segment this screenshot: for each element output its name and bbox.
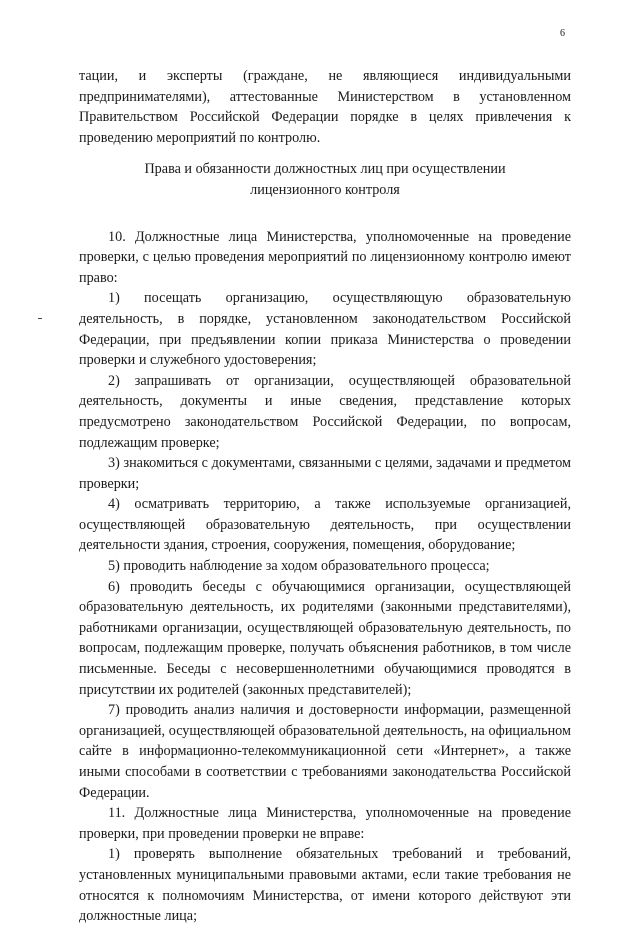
document-body bbox=[79, 66, 571, 927]
intro-paragraph: тации, и эксперты (граждане, не являющиеся индивидуальными предпринимателями), аттестованные Министерством в установленном Правительством Российской Федерации порядке в целях привлечения к проведению мероприятий по контролю. bbox=[79, 68, 571, 146]
clause-10-item-3: 3) знакомиться с документами, связанными с целями, задачами и предметом проверки; bbox=[79, 455, 571, 492]
section-heading-line-2: лицензионного контроля bbox=[250, 181, 400, 198]
section-heading bbox=[79, 159, 571, 200]
scan-mark bbox=[38, 318, 42, 319]
clause-10-item-2: 2) запрашивать от организации, осуществляющей образовательной деятельность, документы и иные сведения, представление которых предусмотрено законодательством Российской Федерации, по вопросам, подлежащим проверке; bbox=[79, 372, 571, 451]
clause-10-item-5: 5) проводить наблюдение за ходом образовательного процесса; bbox=[108, 558, 490, 575]
section-heading-line-1: Права и обязанности должностных лиц при осуществлении bbox=[144, 161, 506, 178]
clause-10-item-6: 6) проводить беседы с обучающимися организации, осуществляющей образовательную деятельность, их родителями (законными представителями), работниками организации, осуществляющей образовательную деятельность, по вопросам, подлежащим проверке, получать объяснения работников, в том числе письменные. Беседы с несовершеннолетними обучающимися проводятся в присутствии их родителей (законных представителей); bbox=[79, 578, 571, 698]
clause-11: 11. Должностные лица Министерства, уполномоченные на проведение проверки, при проведении проверки не вправе: bbox=[79, 805, 571, 842]
clause-10-item-7: 7) проводить анализ наличия и достоверности информации, размещенной организацией, осуществляющей образовательной деятельность, на официальном сайте в информационно-телекоммуникационной сети «Интернет», а также иными способами в соответствии с требованиями законодательства Российской Федерации. bbox=[79, 702, 571, 801]
clause-11-item-1: 1) проверять выполнение обязательных требований и требований, установленных муниципальными правовыми актами, если такие требования не относятся к полномочиям Министерства, от имени которого действуют эти должностные лица; bbox=[79, 846, 571, 925]
clause-10-item-1: 1) посещать организацию, осуществляющую образовательную деятельность, в порядке, установленном законодательством Российской Федерации, при предъявлении копии приказа Министерства о проведении проверки и служебного удостоверения; bbox=[79, 290, 571, 369]
page-number: 6 bbox=[560, 28, 565, 39]
clause-10-item-4: 4) осматривать территорию, а также используемые организацией, осуществляющей образовательную деятельность, при осуществлении деятельности здания, строения, сооружения, помещения, оборудование; bbox=[79, 496, 571, 554]
clause-10: 10. Должностные лица Министерства, уполномоченные на проведение проверки, с целью проведения мероприятий по лицензионному контролю имеют право: bbox=[79, 228, 571, 286]
